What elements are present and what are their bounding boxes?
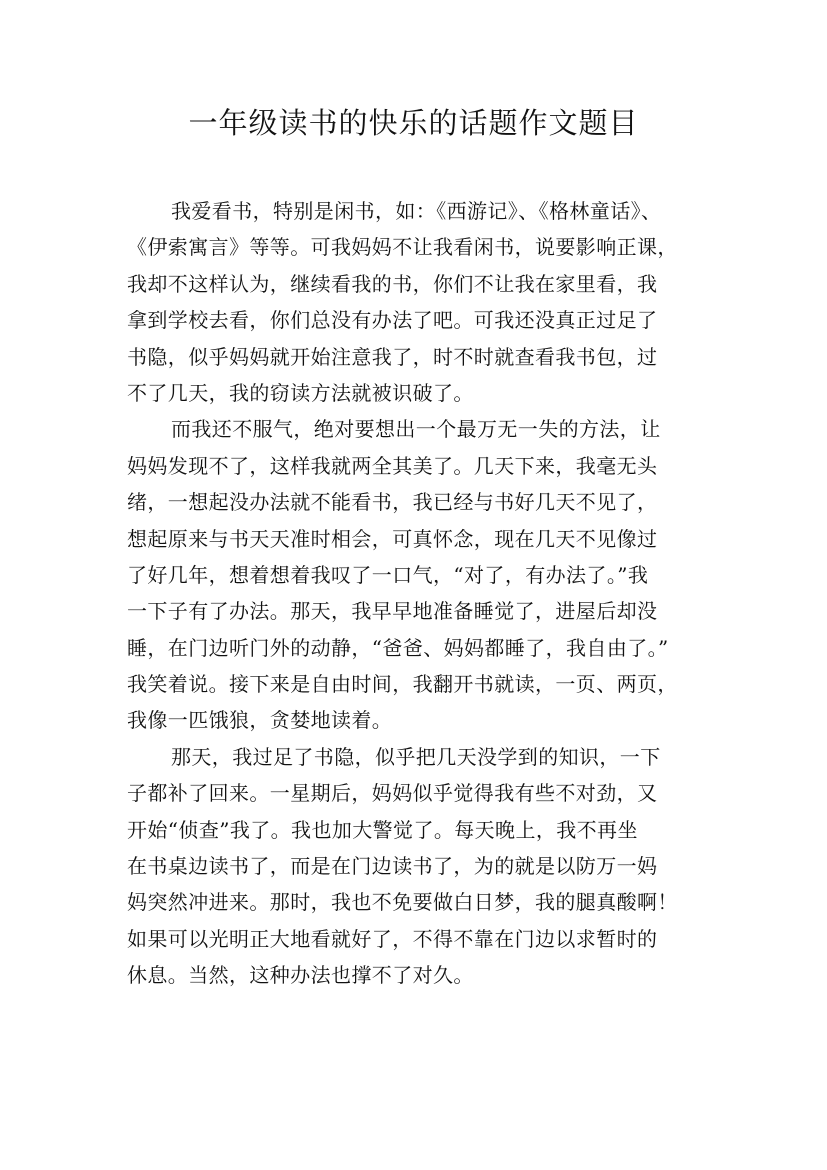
paragraph-2-line-6: 一下子有了办法。那天，我早早地准备睡觉了，进屋后却没	[127, 599, 658, 624]
paragraph-3-line-6: 如果可以光明正大地看就好了，不得不靠在门边以求暂时的	[127, 926, 658, 951]
paragraph-1-line-1: 我爱看书，特别是闲书，如：《西游记》、《格林童话》、	[171, 199, 662, 223]
paragraph-3-line-7: 休息。当然，这种办法也撑不了对久。	[127, 963, 474, 988]
paragraph-2-line-3: 绪，一想起没办法就不能看书，我已经与书好几天不见了，	[127, 490, 658, 515]
paragraph-3-line-5: 妈突然冲进来。那时，我也不免要做白日梦，我的腿真酸啊！	[127, 890, 678, 915]
paragraph-1-line-4: 拿到学校去看，你们总没有办法了吧。可我还没真正过足了	[127, 308, 658, 333]
paragraph-3-line-4: 在书桌边读书了，而是在门边读书了，为的就是以防万一妈	[127, 854, 658, 879]
paragraph-2-line-4: 想起原来与书天天准时相会，可真怀念，现在几天不见像过	[127, 526, 658, 551]
paragraph-1-line-2: 《伊索寓言》等等。可我妈妈不让我看闲书，说要影响正课，	[127, 235, 678, 260]
document-title: 一年级读书的快乐的话题作文题目	[188, 106, 639, 140]
document-body	[127, 193, 712, 994]
paragraph-2-line-1: 而我还不服气，绝对要想出一个最万无一失的方法，让	[171, 417, 661, 442]
paragraph-2-line-8: 我笑着说。接下来是自由时间，我翻开书就读，一页、两页，	[127, 672, 678, 697]
paragraph-1-line-3: 我却不这样认为，继续看我的书，你们不让我在家里看，我	[127, 271, 658, 296]
paragraph-3-line-2: 子都补了回来。一星期后，妈妈似乎觉得我有些不对劲，又	[127, 781, 658, 806]
paragraph-2-line-2: 妈妈发现不了，这样我就两全其美了。几天下来，我毫无头	[127, 453, 658, 478]
paragraph-1-line-5: 书隐，似乎妈妈就开始注意我了，时不时就查看我书包，过	[127, 344, 658, 369]
paragraph-2-line-7: 睡，在门边听门外的动静，“爸爸、妈妈都睡了，我自由了。”	[127, 635, 669, 660]
paragraph-3-line-3: 开始“侦查”我了。我也加大警觉了。每天晚上，我不再坐	[127, 817, 638, 842]
paragraph-2-line-9: 我像一匹饿狼，贪婪地读着。	[127, 708, 393, 733]
paragraph-3-line-1: 那天，我过足了书隐，似乎把几天没学到的知识，一下	[171, 744, 661, 769]
paragraph-1-line-6: 不了几天，我的窃读方法就被识破了。	[127, 380, 474, 405]
paragraph-2-line-5: 了好几年，想着想着我叹了一口气，“对了，有办法了。”我	[127, 562, 649, 587]
